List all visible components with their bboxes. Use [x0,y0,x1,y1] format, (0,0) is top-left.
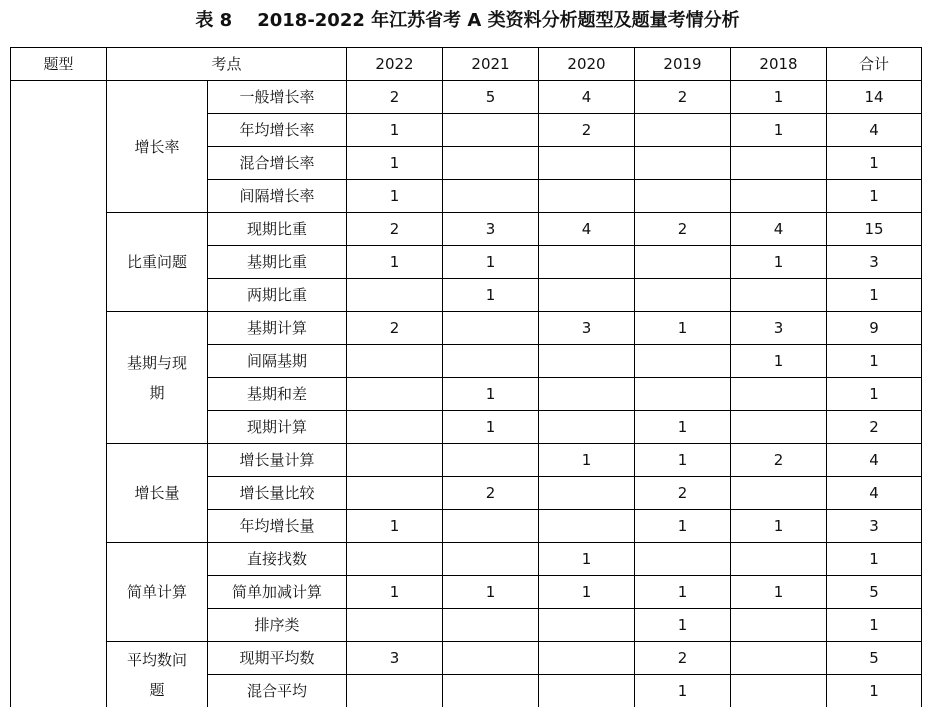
value-cell [539,609,635,642]
value-cell [443,114,539,147]
value-cell: 2 [635,213,731,246]
point-cell: 增长量比较 [208,477,347,510]
value-cell: 1 [635,510,731,543]
value-cell [347,675,443,708]
value-cell [443,312,539,345]
category-label: 平均数问 [126,650,187,669]
total-cell: 9 [827,312,922,345]
table-row [11,543,922,576]
value-cell [539,147,635,180]
category-cell [107,213,208,312]
value-cell [539,411,635,444]
category-label: 简单计算 [126,583,187,601]
value-cell [731,477,827,510]
header-2018: 2018 [731,48,827,81]
value-cell [443,345,539,378]
value-cell: 1 [347,180,443,213]
value-cell [347,411,443,444]
value-cell [443,180,539,213]
value-cell [731,147,827,180]
point-cell: 现期比重 [208,213,347,246]
value-cell: 2 [635,81,731,114]
value-cell [347,543,443,576]
point-cell: 现期平均数 [208,642,347,675]
value-cell [731,642,827,675]
value-cell [539,378,635,411]
value-cell [443,642,539,675]
header-type: 题型 [11,48,107,81]
value-cell: 4 [539,213,635,246]
point-cell: 现期计算 [208,411,347,444]
total-cell: 3 [827,510,922,543]
point-cell: 两期比重 [208,279,347,312]
total-cell: 4 [827,477,922,510]
category-cell [107,642,208,708]
value-cell [347,378,443,411]
header-2022: 2022 [347,48,443,81]
value-cell [635,543,731,576]
category-cell [107,312,208,444]
value-cell: 4 [731,213,827,246]
value-cell: 1 [731,114,827,147]
value-cell: 1 [731,81,827,114]
value-cell: 1 [347,510,443,543]
value-cell [539,345,635,378]
table-row [11,312,922,345]
value-cell: 1 [443,411,539,444]
value-cell [347,279,443,312]
point-cell: 直接找数 [208,543,347,576]
header-total: 合计 [827,48,922,81]
value-cell: 2 [539,114,635,147]
value-cell [443,609,539,642]
value-cell: 1 [443,576,539,609]
category-label: 基期与现 [126,353,187,372]
value-cell [347,345,443,378]
table-row [11,642,922,675]
point-cell: 基期比重 [208,246,347,279]
total-cell: 1 [827,675,922,708]
table-row [11,213,922,246]
value-cell: 2 [635,477,731,510]
value-cell [347,609,443,642]
value-cell: 3 [539,312,635,345]
point-cell: 一般增长率 [208,81,347,114]
value-cell [731,180,827,213]
point-cell: 排序类 [208,609,347,642]
value-cell: 1 [539,444,635,477]
total-cell: 15 [827,213,922,246]
value-cell [539,510,635,543]
value-cell [731,411,827,444]
value-cell: 1 [635,675,731,708]
value-cell [347,444,443,477]
value-cell [635,378,731,411]
header-point: 考点 [107,48,347,81]
value-cell: 2 [347,312,443,345]
category-label: 期 [149,383,165,402]
value-cell [731,675,827,708]
category-label: 题 [149,680,165,699]
value-cell: 4 [539,81,635,114]
total-cell: 4 [827,444,922,477]
point-cell: 间隔基期 [208,345,347,378]
value-cell [443,444,539,477]
value-cell: 1 [539,576,635,609]
value-cell [635,147,731,180]
value-cell [539,477,635,510]
value-cell: 1 [731,246,827,279]
category-cell [107,444,208,543]
table-row [11,444,922,477]
value-cell [731,609,827,642]
value-cell: 2 [347,81,443,114]
total-cell: 5 [827,576,922,609]
value-cell: 2 [731,444,827,477]
table-body [11,81,922,708]
value-cell: 1 [635,444,731,477]
header-2021: 2021 [443,48,539,81]
value-cell: 1 [443,378,539,411]
point-cell: 混合平均 [208,675,347,708]
value-cell [539,180,635,213]
value-cell [635,180,731,213]
value-cell: 2 [443,477,539,510]
value-cell [635,279,731,312]
value-cell [443,147,539,180]
value-cell [443,510,539,543]
category-label: 增长率 [134,137,180,156]
point-cell: 年均增长率 [208,114,347,147]
value-cell: 1 [443,246,539,279]
point-cell: 年均增长量 [208,510,347,543]
type-cell [11,81,107,708]
value-cell [731,543,827,576]
point-cell: 基期计算 [208,312,347,345]
value-cell: 1 [635,609,731,642]
value-cell: 1 [731,510,827,543]
total-cell: 2 [827,411,922,444]
total-cell: 1 [827,279,922,312]
point-cell: 混合增长率 [208,147,347,180]
value-cell: 1 [443,279,539,312]
point-cell: 间隔增长率 [208,180,347,213]
total-cell: 14 [827,81,922,114]
value-cell [347,477,443,510]
value-cell [635,345,731,378]
value-cell: 5 [443,81,539,114]
value-cell: 1 [635,576,731,609]
value-cell [443,543,539,576]
value-cell: 3 [347,642,443,675]
value-cell: 2 [635,642,731,675]
value-cell [635,246,731,279]
total-cell: 1 [827,345,922,378]
value-cell [539,675,635,708]
value-cell: 3 [731,312,827,345]
value-cell: 1 [635,312,731,345]
value-cell: 1 [347,576,443,609]
value-cell [635,114,731,147]
value-cell: 1 [635,411,731,444]
total-cell: 5 [827,642,922,675]
value-cell [539,279,635,312]
value-cell: 1 [731,576,827,609]
value-cell [443,675,539,708]
value-cell: 1 [347,114,443,147]
category-label: 增长量 [134,484,180,502]
header-2020: 2020 [539,48,635,81]
point-cell: 基期和差 [208,378,347,411]
total-cell: 1 [827,378,922,411]
point-cell: 简单加减计算 [208,576,347,609]
total-cell: 4 [827,114,922,147]
total-cell: 1 [827,543,922,576]
value-cell [539,246,635,279]
value-cell [539,642,635,675]
table-title: 表 8 2018-2022 年江苏省考 A 类资料分析题型及题量考情分析 [195,10,740,31]
category-cell [107,543,208,642]
header-row [11,48,922,81]
header-2019: 2019 [635,48,731,81]
value-cell [731,378,827,411]
value-cell: 1 [347,246,443,279]
value-cell: 1 [347,147,443,180]
total-cell: 1 [827,147,922,180]
total-cell: 3 [827,246,922,279]
total-cell: 1 [827,609,922,642]
category-label: 比重问题 [126,253,187,271]
exam-analysis-table [10,47,922,707]
value-cell: 1 [539,543,635,576]
value-cell: 3 [443,213,539,246]
table-row [11,81,922,114]
value-cell: 2 [347,213,443,246]
total-cell: 1 [827,180,922,213]
category-cell [107,81,208,213]
value-cell [731,279,827,312]
point-cell: 增长量计算 [208,444,347,477]
value-cell: 1 [731,345,827,378]
